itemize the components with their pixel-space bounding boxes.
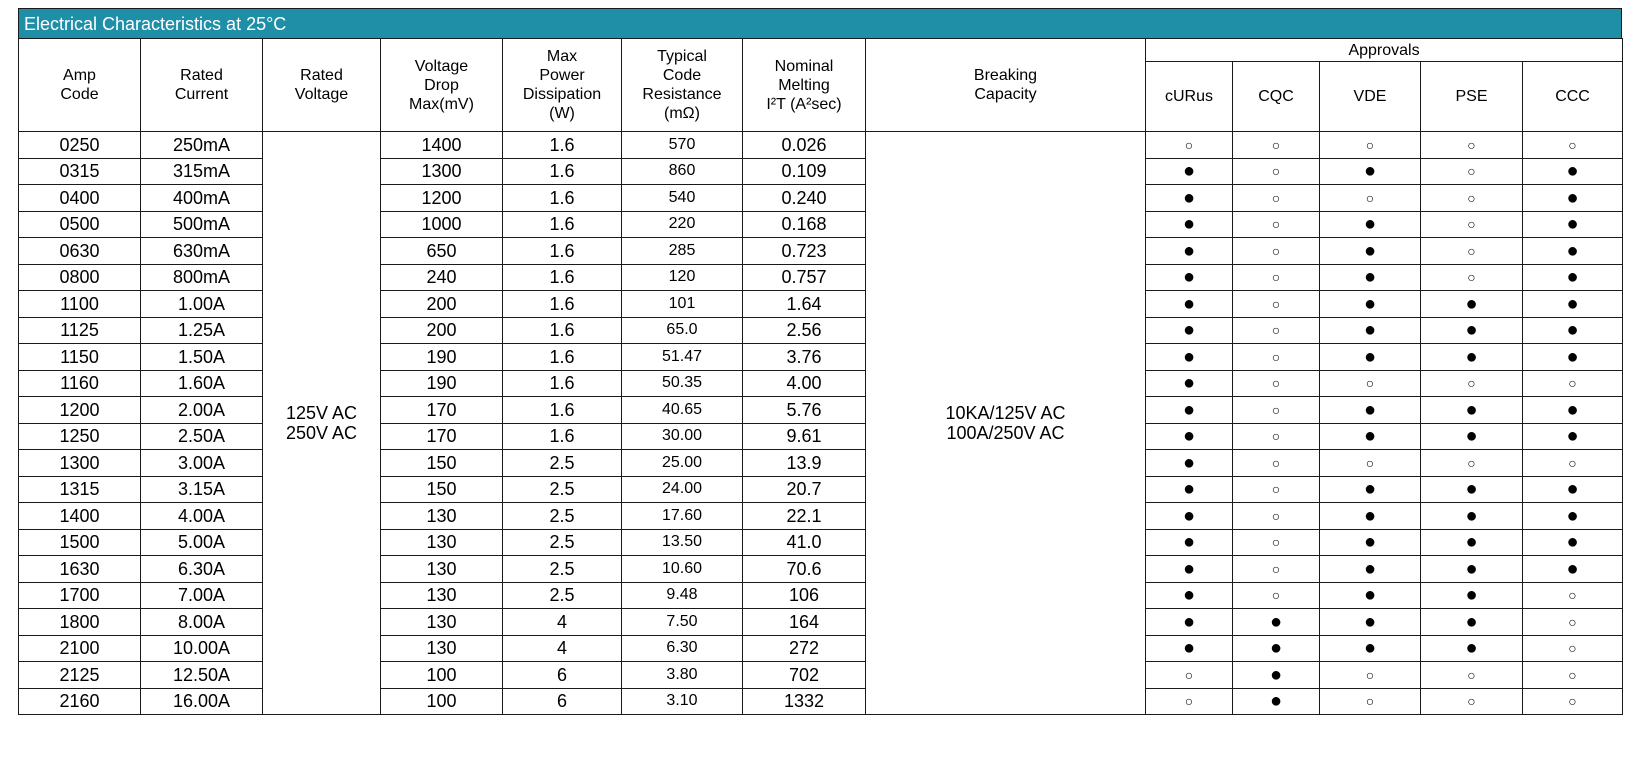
cell-rated-current: 3.15A <box>141 476 263 503</box>
cell-rated-current: 16.00A <box>141 688 263 715</box>
cell-rated-current: 800mA <box>141 264 263 291</box>
approval-ccc-open-dot-icon: ○ <box>1523 609 1623 636</box>
approval-ccc-filled-dot-icon: ● <box>1523 238 1623 265</box>
approval-pse-open-dot-icon: ○ <box>1421 450 1523 477</box>
approval-cqc-open-dot-icon: ○ <box>1233 291 1320 318</box>
approval-ccc-filled-dot-icon: ● <box>1523 529 1623 556</box>
cell-rated-current: 2.50A <box>141 423 263 450</box>
approval-vde-filled-dot-icon: ● <box>1320 291 1421 318</box>
cell-code-resistance: 30.00 <box>622 423 743 450</box>
cell-voltage-drop: 150 <box>381 476 503 503</box>
cell-melting-i2t: 164 <box>743 609 866 636</box>
approval-ccc-filled-dot-icon: ● <box>1523 423 1623 450</box>
cell-amp-code: 1315 <box>19 476 141 503</box>
cell-code-resistance: 17.60 <box>622 503 743 530</box>
electrical-characteristics-table <box>18 8 1622 715</box>
cell-max-power: 2.5 <box>503 529 622 556</box>
cell-melting-i2t: 22.1 <box>743 503 866 530</box>
approval-vde-filled-dot-icon: ● <box>1320 397 1421 424</box>
approval-ccc-filled-dot-icon: ● <box>1523 211 1623 238</box>
table-row <box>19 211 1623 238</box>
approval-ccc-filled-dot-icon: ● <box>1523 317 1623 344</box>
approval-pse-open-dot-icon: ○ <box>1421 158 1523 185</box>
cell-melting-i2t: 702 <box>743 662 866 689</box>
cell-max-power: 4 <box>503 635 622 662</box>
cell-amp-code: 0630 <box>19 238 141 265</box>
cell-amp-code: 1700 <box>19 582 141 609</box>
cell-melting-i2t: 106 <box>743 582 866 609</box>
cell-code-resistance: 3.80 <box>622 662 743 689</box>
cell-amp-code: 1300 <box>19 450 141 477</box>
approval-vde-filled-dot-icon: ● <box>1320 529 1421 556</box>
cell-rated-current: 6.30A <box>141 556 263 583</box>
approval-ccc-filled-dot-icon: ● <box>1523 185 1623 212</box>
cell-melting-i2t: 5.76 <box>743 397 866 424</box>
approval-ccc-filled-dot-icon: ● <box>1523 476 1623 503</box>
cell-max-power: 1.6 <box>503 264 622 291</box>
approval-pse-filled-dot-icon: ● <box>1421 476 1523 503</box>
approval-ccc-filled-dot-icon: ● <box>1523 344 1623 371</box>
approval-pse-open-dot-icon: ○ <box>1421 688 1523 715</box>
cell-voltage-drop: 130 <box>381 582 503 609</box>
header-max-power: Max Power Dissipation (W) <box>503 39 622 132</box>
approval-vde-open-dot-icon: ○ <box>1320 185 1421 212</box>
cell-amp-code: 1150 <box>19 344 141 371</box>
approval-curus-filled-dot-icon: ● <box>1146 291 1233 318</box>
approval-ccc-open-dot-icon: ○ <box>1523 662 1623 689</box>
approval-vde-open-dot-icon: ○ <box>1320 370 1421 397</box>
approval-pse-filled-dot-icon: ● <box>1421 291 1523 318</box>
approval-vde-filled-dot-icon: ● <box>1320 609 1421 636</box>
approval-pse-filled-dot-icon: ● <box>1421 317 1523 344</box>
cell-rated-current: 10.00A <box>141 635 263 662</box>
approval-vde-filled-dot-icon: ● <box>1320 476 1421 503</box>
approval-ccc-open-dot-icon: ○ <box>1523 582 1623 609</box>
cell-voltage-drop: 190 <box>381 344 503 371</box>
cell-melting-i2t: 0.240 <box>743 185 866 212</box>
approval-pse-open-dot-icon: ○ <box>1421 132 1523 159</box>
cell-code-resistance: 220 <box>622 211 743 238</box>
approval-vde-filled-dot-icon: ● <box>1320 556 1421 583</box>
spec-table <box>18 38 1623 715</box>
approval-curus-filled-dot-icon: ● <box>1146 635 1233 662</box>
approval-curus-filled-dot-icon: ● <box>1146 158 1233 185</box>
table-row <box>19 238 1623 265</box>
approval-ccc-filled-dot-icon: ● <box>1523 556 1623 583</box>
approval-cqc-filled-dot-icon: ● <box>1233 635 1320 662</box>
approval-curus-filled-dot-icon: ● <box>1146 397 1233 424</box>
cell-max-power: 1.6 <box>503 370 622 397</box>
table-header <box>19 39 1623 132</box>
table-row <box>19 264 1623 291</box>
header-approval-cqc: CQC <box>1233 62 1320 132</box>
approval-pse-open-dot-icon: ○ <box>1421 662 1523 689</box>
breaking-capacity-text: 10KA/125V AC 100A/250V AC <box>945 403 1066 443</box>
cell-amp-code: 0250 <box>19 132 141 159</box>
table-row <box>19 132 1623 159</box>
approval-cqc-filled-dot-icon: ● <box>1233 662 1320 689</box>
rated-voltage-text: 125V AC 250V AC <box>285 403 358 443</box>
approval-curus-filled-dot-icon: ● <box>1146 317 1233 344</box>
approval-vde-filled-dot-icon: ● <box>1320 635 1421 662</box>
cell-amp-code: 0400 <box>19 185 141 212</box>
cell-melting-i2t: 0.168 <box>743 211 866 238</box>
approval-vde-filled-dot-icon: ● <box>1320 423 1421 450</box>
approval-cqc-open-dot-icon: ○ <box>1233 450 1320 477</box>
table-row <box>19 423 1623 450</box>
approval-vde-open-dot-icon: ○ <box>1320 688 1421 715</box>
cell-code-resistance: 6.30 <box>622 635 743 662</box>
approval-cqc-open-dot-icon: ○ <box>1233 582 1320 609</box>
cell-melting-i2t: 3.76 <box>743 344 866 371</box>
cell-rated-current: 5.00A <box>141 529 263 556</box>
approval-curus-filled-dot-icon: ● <box>1146 264 1233 291</box>
approval-curus-filled-dot-icon: ● <box>1146 529 1233 556</box>
cell-code-resistance: 65.0 <box>622 317 743 344</box>
header-breaking-capacity: Breaking Capacity <box>866 39 1146 132</box>
cell-amp-code: 0315 <box>19 158 141 185</box>
approval-cqc-open-dot-icon: ○ <box>1233 503 1320 530</box>
approval-ccc-filled-dot-icon: ● <box>1523 397 1623 424</box>
cell-amp-code: 1500 <box>19 529 141 556</box>
cell-amp-code: 1400 <box>19 503 141 530</box>
cell-rated-current: 1.60A <box>141 370 263 397</box>
approval-pse-filled-dot-icon: ● <box>1421 582 1523 609</box>
cell-voltage-drop: 650 <box>381 238 503 265</box>
approval-pse-open-dot-icon: ○ <box>1421 264 1523 291</box>
approval-curus-filled-dot-icon: ● <box>1146 556 1233 583</box>
cell-rated-current: 12.50A <box>141 662 263 689</box>
cell-code-resistance: 101 <box>622 291 743 318</box>
cell-melting-i2t: 272 <box>743 635 866 662</box>
cell-melting-i2t: 0.757 <box>743 264 866 291</box>
approval-pse-open-dot-icon: ○ <box>1421 370 1523 397</box>
cell-max-power: 1.6 <box>503 185 622 212</box>
cell-amp-code: 1200 <box>19 397 141 424</box>
approval-curus-filled-dot-icon: ● <box>1146 609 1233 636</box>
cell-amp-code: 1160 <box>19 370 141 397</box>
table-row <box>19 476 1623 503</box>
approval-cqc-open-dot-icon: ○ <box>1233 423 1320 450</box>
approval-vde-filled-dot-icon: ● <box>1320 503 1421 530</box>
approval-curus-open-dot-icon: ○ <box>1146 132 1233 159</box>
cell-voltage-drop: 190 <box>381 370 503 397</box>
header-amp-code: Amp Code <box>19 39 141 132</box>
cell-code-resistance: 13.50 <box>622 529 743 556</box>
cell-code-resistance: 24.00 <box>622 476 743 503</box>
approval-cqc-open-dot-icon: ○ <box>1233 158 1320 185</box>
approval-cqc-filled-dot-icon: ● <box>1233 688 1320 715</box>
approval-pse-open-dot-icon: ○ <box>1421 185 1523 212</box>
cell-max-power: 6 <box>503 688 622 715</box>
header-rated-current: Rated Current <box>141 39 263 132</box>
cell-melting-i2t: 13.9 <box>743 450 866 477</box>
table-row <box>19 662 1623 689</box>
header-code-resistance: Typical Code Resistance (mΩ) <box>622 39 743 132</box>
approval-vde-open-dot-icon: ○ <box>1320 662 1421 689</box>
cell-code-resistance: 570 <box>622 132 743 159</box>
header-approval-pse: PSE <box>1421 62 1523 132</box>
cell-melting-i2t: 41.0 <box>743 529 866 556</box>
approval-curus-filled-dot-icon: ● <box>1146 476 1233 503</box>
cell-code-resistance: 40.65 <box>622 397 743 424</box>
table-row <box>19 609 1623 636</box>
approval-vde-open-dot-icon: ○ <box>1320 450 1421 477</box>
approval-vde-filled-dot-icon: ● <box>1320 264 1421 291</box>
cell-melting-i2t: 70.6 <box>743 556 866 583</box>
approval-cqc-open-dot-icon: ○ <box>1233 238 1320 265</box>
approval-pse-filled-dot-icon: ● <box>1421 556 1523 583</box>
cell-melting-i2t: 9.61 <box>743 423 866 450</box>
approval-ccc-filled-dot-icon: ● <box>1523 264 1623 291</box>
approval-cqc-open-dot-icon: ○ <box>1233 556 1320 583</box>
cell-code-resistance: 120 <box>622 264 743 291</box>
approval-pse-filled-dot-icon: ● <box>1421 609 1523 636</box>
cell-max-power: 2.5 <box>503 582 622 609</box>
cell-rated-current: 8.00A <box>141 609 263 636</box>
table-row <box>19 397 1623 424</box>
cell-melting-i2t: 0.026 <box>743 132 866 159</box>
cell-max-power: 2.5 <box>503 556 622 583</box>
approval-cqc-filled-dot-icon: ● <box>1233 609 1320 636</box>
cell-max-power: 6 <box>503 662 622 689</box>
cell-rated-current: 250mA <box>141 132 263 159</box>
cell-rated-current: 500mA <box>141 211 263 238</box>
cell-voltage-drop: 130 <box>381 529 503 556</box>
approval-cqc-open-dot-icon: ○ <box>1233 370 1320 397</box>
cell-max-power: 1.6 <box>503 158 622 185</box>
cell-code-resistance: 3.10 <box>622 688 743 715</box>
cell-code-resistance: 9.48 <box>622 582 743 609</box>
cell-rated-voltage <box>263 132 381 715</box>
approval-cqc-open-dot-icon: ○ <box>1233 397 1320 424</box>
approval-vde-filled-dot-icon: ● <box>1320 344 1421 371</box>
table-title: Electrical Characteristics at 25°C <box>18 8 1622 38</box>
approval-pse-open-dot-icon: ○ <box>1421 211 1523 238</box>
approval-pse-filled-dot-icon: ● <box>1421 503 1523 530</box>
cell-max-power: 2.5 <box>503 503 622 530</box>
approval-curus-filled-dot-icon: ● <box>1146 450 1233 477</box>
cell-voltage-drop: 170 <box>381 423 503 450</box>
cell-amp-code: 2100 <box>19 635 141 662</box>
header-voltage-drop: Voltage Drop Max(mV) <box>381 39 503 132</box>
approval-cqc-open-dot-icon: ○ <box>1233 344 1320 371</box>
cell-voltage-drop: 100 <box>381 662 503 689</box>
approval-ccc-filled-dot-icon: ● <box>1523 291 1623 318</box>
cell-melting-i2t: 1.64 <box>743 291 866 318</box>
approval-vde-filled-dot-icon: ● <box>1320 317 1421 344</box>
cell-voltage-drop: 150 <box>381 450 503 477</box>
cell-voltage-drop: 130 <box>381 609 503 636</box>
cell-rated-current: 400mA <box>141 185 263 212</box>
cell-voltage-drop: 130 <box>381 556 503 583</box>
cell-voltage-drop: 130 <box>381 503 503 530</box>
cell-max-power: 1.6 <box>503 344 622 371</box>
table-row <box>19 370 1623 397</box>
cell-amp-code: 2125 <box>19 662 141 689</box>
cell-rated-current: 630mA <box>141 238 263 265</box>
approval-curus-open-dot-icon: ○ <box>1146 662 1233 689</box>
approval-cqc-open-dot-icon: ○ <box>1233 185 1320 212</box>
cell-amp-code: 1630 <box>19 556 141 583</box>
approval-pse-filled-dot-icon: ● <box>1421 635 1523 662</box>
table-row <box>19 503 1623 530</box>
approval-pse-filled-dot-icon: ● <box>1421 423 1523 450</box>
table-row <box>19 317 1623 344</box>
cell-breaking-capacity <box>866 132 1146 715</box>
cell-rated-current: 1.50A <box>141 344 263 371</box>
cell-voltage-drop: 100 <box>381 688 503 715</box>
table-row <box>19 344 1623 371</box>
cell-code-resistance: 10.60 <box>622 556 743 583</box>
cell-melting-i2t: 20.7 <box>743 476 866 503</box>
approval-cqc-open-dot-icon: ○ <box>1233 132 1320 159</box>
cell-max-power: 1.6 <box>503 397 622 424</box>
table-row <box>19 635 1623 662</box>
cell-rated-current: 4.00A <box>141 503 263 530</box>
cell-voltage-drop: 1000 <box>381 211 503 238</box>
table-row <box>19 450 1623 477</box>
table-row <box>19 158 1623 185</box>
approval-vde-filled-dot-icon: ● <box>1320 158 1421 185</box>
approval-pse-filled-dot-icon: ● <box>1421 529 1523 556</box>
cell-rated-current: 1.00A <box>141 291 263 318</box>
approval-ccc-open-dot-icon: ○ <box>1523 450 1623 477</box>
cell-rated-current: 3.00A <box>141 450 263 477</box>
cell-max-power: 1.6 <box>503 423 622 450</box>
cell-amp-code: 2160 <box>19 688 141 715</box>
approval-curus-open-dot-icon: ○ <box>1146 688 1233 715</box>
header-approval-ccc: CCC <box>1523 62 1623 132</box>
approval-cqc-open-dot-icon: ○ <box>1233 264 1320 291</box>
cell-voltage-drop: 1200 <box>381 185 503 212</box>
cell-code-resistance: 25.00 <box>622 450 743 477</box>
approval-pse-filled-dot-icon: ● <box>1421 397 1523 424</box>
approval-vde-filled-dot-icon: ● <box>1320 582 1421 609</box>
approval-vde-filled-dot-icon: ● <box>1320 211 1421 238</box>
approval-ccc-filled-dot-icon: ● <box>1523 158 1623 185</box>
cell-max-power: 1.6 <box>503 238 622 265</box>
table-row <box>19 582 1623 609</box>
cell-voltage-drop: 240 <box>381 264 503 291</box>
approval-ccc-open-dot-icon: ○ <box>1523 132 1623 159</box>
cell-voltage-drop: 200 <box>381 317 503 344</box>
approval-curus-filled-dot-icon: ● <box>1146 503 1233 530</box>
cell-max-power: 1.6 <box>503 291 622 318</box>
table-row <box>19 185 1623 212</box>
cell-melting-i2t: 0.109 <box>743 158 866 185</box>
header-approvals: Approvals <box>1146 39 1623 62</box>
cell-max-power: 2.5 <box>503 450 622 477</box>
cell-code-resistance: 51.47 <box>622 344 743 371</box>
cell-rated-current: 315mA <box>141 158 263 185</box>
cell-voltage-drop: 1300 <box>381 158 503 185</box>
header-melting-i2t: Nominal Melting I²T (A²sec) <box>743 39 866 132</box>
approval-cqc-open-dot-icon: ○ <box>1233 529 1320 556</box>
cell-amp-code: 1100 <box>19 291 141 318</box>
table-row <box>19 291 1623 318</box>
cell-code-resistance: 7.50 <box>622 609 743 636</box>
cell-amp-code: 1800 <box>19 609 141 636</box>
cell-max-power: 1.6 <box>503 317 622 344</box>
approval-ccc-open-dot-icon: ○ <box>1523 688 1623 715</box>
header-approval-curus: cURus <box>1146 62 1233 132</box>
cell-voltage-drop: 200 <box>381 291 503 318</box>
cell-melting-i2t: 4.00 <box>743 370 866 397</box>
cell-voltage-drop: 1400 <box>381 132 503 159</box>
table-row <box>19 688 1623 715</box>
approval-ccc-filled-dot-icon: ● <box>1523 503 1623 530</box>
cell-voltage-drop: 130 <box>381 635 503 662</box>
cell-max-power: 4 <box>503 609 622 636</box>
cell-amp-code: 0800 <box>19 264 141 291</box>
cell-max-power: 1.6 <box>503 132 622 159</box>
header-rated-voltage: Rated Voltage <box>263 39 381 132</box>
cell-code-resistance: 50.35 <box>622 370 743 397</box>
cell-amp-code: 1250 <box>19 423 141 450</box>
approval-curus-filled-dot-icon: ● <box>1146 238 1233 265</box>
cell-code-resistance: 285 <box>622 238 743 265</box>
cell-rated-current: 1.25A <box>141 317 263 344</box>
approval-cqc-open-dot-icon: ○ <box>1233 476 1320 503</box>
table-body <box>19 132 1623 715</box>
approval-curus-filled-dot-icon: ● <box>1146 185 1233 212</box>
cell-amp-code: 1125 <box>19 317 141 344</box>
cell-voltage-drop: 170 <box>381 397 503 424</box>
approval-curus-filled-dot-icon: ● <box>1146 344 1233 371</box>
approval-pse-filled-dot-icon: ● <box>1421 344 1523 371</box>
approval-pse-open-dot-icon: ○ <box>1421 238 1523 265</box>
header-approval-vde: VDE <box>1320 62 1421 132</box>
cell-code-resistance: 540 <box>622 185 743 212</box>
approval-curus-filled-dot-icon: ● <box>1146 423 1233 450</box>
cell-melting-i2t: 1332 <box>743 688 866 715</box>
cell-rated-current: 2.00A <box>141 397 263 424</box>
cell-melting-i2t: 0.723 <box>743 238 866 265</box>
approval-cqc-open-dot-icon: ○ <box>1233 317 1320 344</box>
table-row <box>19 529 1623 556</box>
approval-vde-open-dot-icon: ○ <box>1320 132 1421 159</box>
table-row <box>19 556 1623 583</box>
approval-vde-filled-dot-icon: ● <box>1320 238 1421 265</box>
cell-amp-code: 0500 <box>19 211 141 238</box>
approval-ccc-open-dot-icon: ○ <box>1523 370 1623 397</box>
approval-cqc-open-dot-icon: ○ <box>1233 211 1320 238</box>
approval-curus-filled-dot-icon: ● <box>1146 370 1233 397</box>
cell-code-resistance: 860 <box>622 158 743 185</box>
approval-curus-filled-dot-icon: ● <box>1146 211 1233 238</box>
cell-rated-current: 7.00A <box>141 582 263 609</box>
cell-max-power: 1.6 <box>503 211 622 238</box>
approval-ccc-open-dot-icon: ○ <box>1523 635 1623 662</box>
approval-curus-filled-dot-icon: ● <box>1146 582 1233 609</box>
cell-max-power: 2.5 <box>503 476 622 503</box>
cell-melting-i2t: 2.56 <box>743 317 866 344</box>
